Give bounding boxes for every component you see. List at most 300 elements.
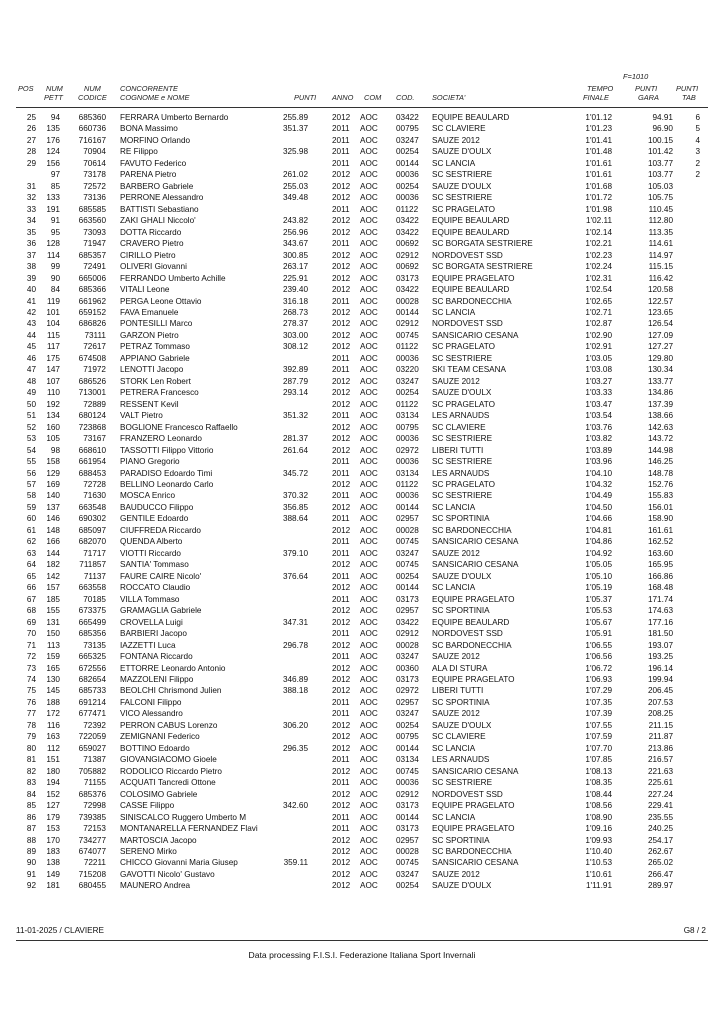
cell-pos: 46: [26, 353, 36, 363]
cell-societa: SAUZE D'OULX: [432, 388, 492, 398]
cell-societa: SC BARDONECCHIA: [432, 640, 512, 650]
cell-pos: 76: [26, 697, 36, 707]
cell-name: BAUDUCCO Filippo: [120, 502, 194, 512]
table-row: [16, 250, 708, 261]
cell-codice: 722059: [78, 732, 106, 742]
cell-cod: 03247: [396, 548, 419, 558]
header-tempo-2: FINALE: [583, 93, 609, 102]
cell-pos: 57: [26, 480, 36, 489]
cell-pett: 138: [46, 858, 60, 868]
cell-tempo: 1'04.49: [585, 491, 612, 501]
cell-pett: 140: [46, 491, 60, 501]
cell-com: AOC: [360, 342, 378, 352]
cell-anno: 2012: [332, 113, 351, 122]
cell-codice: 72998: [83, 801, 106, 811]
cell-com: AOC: [360, 789, 378, 799]
cell-cod: 03422: [396, 227, 419, 237]
cell-name: PONTESILLI Marco: [120, 319, 193, 329]
cell-punti-gara: 208.25: [647, 709, 673, 719]
cell-cod: 01122: [396, 399, 419, 409]
cell-societa: NORDOVEST SSD: [432, 629, 503, 639]
cell-anno: 2012: [332, 663, 351, 673]
cell-punti-gara: 211.87: [648, 732, 673, 742]
cell-com: AOC: [360, 170, 378, 180]
cell-com: AOC: [360, 594, 378, 604]
cell-name: RODOLICO Riccardo Pietro: [120, 766, 222, 776]
table-row: [16, 112, 708, 123]
cell-punti-gara: 105.03: [647, 181, 673, 191]
cell-societa: EQUIPE BEAULARD: [432, 216, 510, 226]
cell-punti-gara: 152.76: [647, 480, 673, 489]
cell-codice: 685357: [78, 250, 106, 260]
cell-anno: 2012: [332, 789, 351, 799]
cell-cod: 03173: [396, 674, 419, 684]
cell-com: AOC: [360, 686, 378, 696]
cell-tempo: 1'03.54: [585, 411, 612, 421]
cell-pett: 180: [46, 766, 60, 776]
cell-com: AOC: [360, 755, 378, 765]
cell-anno: 2011: [332, 468, 350, 478]
cell-societa: EQUIPE BEAULARD: [432, 285, 510, 295]
table-row: [16, 812, 708, 823]
cell-punti: 296.78: [282, 640, 308, 650]
cell-pett: 128: [46, 239, 60, 249]
cell-pett: 165: [46, 663, 60, 673]
cell-name: SINISCALCO Ruggero Umberto M: [120, 812, 247, 822]
cell-tempo: 1'05.10: [585, 571, 612, 581]
cell-codice: 674508: [78, 353, 106, 363]
cell-cod: 00028: [396, 296, 419, 306]
cell-cod: 03173: [396, 824, 419, 834]
cell-pett: 134: [46, 411, 60, 421]
cell-com: AOC: [360, 835, 378, 845]
cell-com: AOC: [360, 629, 378, 639]
cell-tempo: 1'07.55: [585, 720, 612, 730]
cell-societa: SC LANCIA: [432, 583, 476, 593]
cell-anno: 2012: [332, 606, 351, 616]
cell-cod: 02912: [396, 319, 419, 329]
cell-codice: 663558: [78, 583, 106, 593]
cell-punti-gara: 114.97: [648, 250, 673, 260]
cell-com: AOC: [360, 812, 378, 822]
cell-name: VICO Alessandro: [120, 709, 183, 719]
cell-pos: 74: [26, 674, 36, 684]
table-row: [16, 146, 708, 157]
cell-cod: 00795: [396, 124, 419, 134]
cell-pos: 50: [26, 399, 36, 409]
cell-tempo: 1'01.98: [585, 204, 612, 214]
cell-cod: 00254: [396, 571, 419, 581]
cell-pett: 85: [50, 181, 60, 191]
cell-societa: SC BARDONECCHIA: [432, 847, 512, 856]
cell-pos: 85: [26, 801, 36, 811]
cell-cod: 00036: [396, 457, 419, 467]
cell-punti: 342.60: [282, 801, 308, 811]
cell-name: BONA Massimo: [120, 124, 178, 134]
cell-cod: 00745: [396, 560, 419, 570]
cell-name: CHICCO Giovanni Maria Giusep: [120, 858, 238, 868]
cell-societa: EQUIPE PRAGELATO: [432, 674, 515, 684]
cell-codice: 71972: [83, 365, 106, 375]
cell-pett: 119: [46, 296, 60, 306]
cell-name: CASSE Filippo: [120, 801, 175, 811]
cell-anno: 2012: [332, 881, 351, 891]
results-table: [16, 112, 708, 892]
table-row: [16, 376, 708, 387]
cell-com: AOC: [360, 491, 378, 501]
cell-societa: SC SESTRIERE: [432, 170, 493, 180]
table-row: [16, 181, 708, 192]
cell-codice: 685376: [78, 789, 106, 799]
cell-codice: 715208: [78, 869, 106, 879]
cell-pos: 81: [26, 755, 36, 765]
cell-cod: 01122: [396, 204, 419, 214]
cell-name: COLOSIMO Gabriele: [120, 789, 198, 799]
cell-pett: 176: [46, 135, 60, 145]
cell-com: AOC: [360, 743, 378, 753]
cell-anno: 2012: [332, 399, 351, 409]
cell-anno: 2012: [332, 743, 351, 753]
cell-pos: 91: [26, 869, 36, 879]
cell-societa: LIBERI TUTTI: [432, 445, 484, 455]
cell-punti: 243.82: [282, 216, 308, 226]
cell-codice: 659152: [78, 307, 106, 317]
cell-com: AOC: [360, 124, 378, 134]
cell-societa: SC SPORTINIA: [432, 697, 490, 707]
cell-societa: SKI TEAM CESANA: [432, 365, 507, 375]
cell-codice: 663560: [78, 216, 106, 226]
cell-codice: 73167: [83, 434, 106, 444]
cell-punti-gara: 142.63: [647, 422, 673, 432]
cell-cod: 02957: [396, 835, 419, 845]
cell-anno: 2012: [332, 732, 351, 742]
cell-pett: 175: [46, 353, 60, 363]
cell-anno: 2011: [332, 239, 350, 249]
cell-societa: EQUIPE PRAGELATO: [432, 824, 515, 834]
cell-punti-gara: 193.07: [647, 640, 673, 650]
cell-com: AOC: [360, 330, 378, 340]
table-row: [16, 261, 708, 272]
cell-punti-gara: 168.48: [647, 583, 673, 593]
cell-punti-gara: 115.15: [648, 262, 673, 272]
cell-anno: 2012: [332, 388, 351, 398]
cell-punti-gara: 213.86: [647, 743, 673, 753]
cell-punti-gara: 254.17: [647, 835, 673, 845]
cell-name: ETTORRE Leonardo Antonio: [120, 663, 226, 673]
cell-anno: 2012: [332, 319, 351, 329]
cell-pett: 84: [50, 285, 60, 295]
cell-cod: 02912: [396, 250, 419, 260]
cell-punti: 281.37: [282, 434, 308, 444]
cell-pett: 130: [46, 674, 60, 684]
cell-pos: 89: [26, 847, 36, 856]
cell-com: AOC: [360, 801, 378, 811]
cell-anno: 2012: [332, 434, 351, 444]
cell-codice: 716167: [78, 135, 106, 145]
cell-cod: 00692: [396, 262, 419, 272]
cell-cod: 00795: [396, 732, 419, 742]
cell-tempo: 1'09.16: [585, 824, 612, 834]
cell-codice: 677471: [78, 709, 106, 719]
cell-tempo: 1'05.37: [585, 594, 612, 604]
cell-societa: SAUZE D'OULX: [432, 881, 492, 891]
cell-tempo: 1'01.68: [585, 181, 612, 191]
table-row: [16, 399, 708, 410]
table-row: [16, 445, 708, 456]
table-row: [16, 468, 708, 479]
cell-tempo: 1'08.13: [585, 766, 612, 776]
cell-societa: SC SESTRIERE: [432, 778, 493, 788]
cell-anno: 2011: [332, 491, 350, 501]
table-row: [16, 743, 708, 754]
cell-punti-gara: 105.75: [647, 193, 673, 203]
cell-anno: 2011: [332, 629, 350, 639]
cell-pos: 29: [26, 158, 36, 168]
cell-tempo: 1'02.91: [585, 342, 612, 352]
cell-codice: 685366: [78, 285, 106, 295]
cell-tempo: 1'08.90: [585, 812, 612, 822]
cell-societa: EQUIPE PRAGELATO: [432, 801, 515, 811]
cell-pett: 107: [46, 376, 60, 386]
cell-pos: 73: [26, 663, 36, 673]
cell-cod: 02912: [396, 789, 419, 799]
cell-codice: 691214: [78, 697, 106, 707]
cell-cod: 01122: [396, 480, 419, 489]
cell-pos: 39: [26, 273, 36, 283]
header-punti-gara-2: GARA: [638, 93, 659, 102]
cell-anno: 2012: [332, 847, 351, 856]
table-row: [16, 318, 708, 329]
cell-cod: 01122: [396, 342, 419, 352]
table-row: [16, 548, 708, 559]
cell-punti-gara: 181.50: [647, 629, 673, 639]
cell-pos: 77: [26, 709, 36, 719]
cell-name: ZEMIGNANI Federico: [120, 732, 200, 742]
table-row: [16, 387, 708, 398]
cell-name: PETRERA Francesco: [120, 388, 199, 398]
cell-tempo: 1'02.24: [585, 262, 612, 272]
cell-punti: 225.91: [282, 273, 308, 283]
cell-pett: 157: [46, 583, 60, 593]
cell-pos: 55: [26, 457, 36, 467]
footer-divider: [16, 940, 708, 941]
cell-name: PERRONE Alessandro: [120, 193, 204, 203]
cell-punti-gara: 103.77: [647, 158, 673, 168]
cell-anno: 2012: [332, 720, 351, 730]
cell-pett: 150: [46, 629, 60, 639]
cell-societa: NORDOVEST SSD: [432, 319, 503, 329]
cell-punti-gara: 211.15: [648, 720, 673, 730]
cell-name: PETRAZ Tommaso: [120, 342, 190, 352]
cell-punti-gara: 122.57: [647, 296, 673, 306]
table-row: [16, 479, 708, 490]
cell-com: AOC: [360, 135, 378, 145]
cell-pos: 53: [26, 434, 36, 444]
cell-name: FAURE CAIRE Nicolo': [120, 571, 202, 581]
cell-pett: 188: [46, 697, 60, 707]
cell-pos: 83: [26, 778, 36, 788]
header-num-pett-1: NUM: [46, 84, 63, 93]
cell-name: ZAKI GHALI Niccolo': [120, 216, 196, 226]
cell-anno: 2011: [332, 697, 350, 707]
cell-codice: 686826: [78, 319, 106, 329]
cell-codice: 665499: [78, 617, 106, 627]
cell-name: VALT Pietro: [120, 411, 163, 421]
table-row: [16, 364, 708, 375]
cell-pos: 68: [26, 606, 36, 616]
table-row: [16, 800, 708, 811]
header-num-cod-1: NUM: [84, 84, 101, 93]
table-row: [16, 433, 708, 444]
cell-com: AOC: [360, 606, 378, 616]
cell-cod: 00745: [396, 766, 419, 776]
cell-cod: 00692: [396, 239, 419, 249]
cell-anno: 2011: [332, 755, 350, 765]
cell-com: AOC: [360, 273, 378, 283]
cell-punti-gara: 156.01: [647, 502, 673, 512]
cell-societa: SAUZE D'OULX: [432, 720, 492, 730]
cell-pett: 182: [46, 560, 60, 570]
cell-pett: 99: [50, 262, 60, 272]
table-row: [16, 238, 708, 249]
cell-com: AOC: [360, 411, 378, 421]
cell-punti: 308.12: [282, 342, 308, 352]
table-row: [16, 594, 708, 605]
table-row: [16, 617, 708, 628]
cell-com: AOC: [360, 480, 378, 489]
cell-name: DOTTA Riccardo: [120, 227, 182, 237]
cell-cod: 03247: [396, 709, 419, 719]
cell-punti: 256.96: [282, 227, 308, 237]
cell-pos: 35: [26, 227, 36, 237]
cell-name: APPIANO Gabriele: [120, 353, 190, 363]
cell-punti-gara: 235.55: [647, 812, 673, 822]
cell-codice: 682654: [78, 674, 106, 684]
cell-societa: SC LANCIA: [432, 502, 476, 512]
header-num-cod-2: CODICE: [78, 93, 107, 102]
cell-codice: 660736: [78, 124, 106, 134]
cell-societa: NORDOVEST SSD: [432, 250, 503, 260]
cell-punti: 388.64: [282, 514, 308, 524]
cell-tempo: 1'03.82: [585, 434, 612, 444]
cell-cod: 00360: [396, 663, 419, 673]
cell-codice: 685585: [78, 204, 106, 214]
cell-societa: SC LANCIA: [432, 158, 476, 168]
cell-punti-gara: 193.25: [647, 652, 673, 662]
table-row: [16, 869, 708, 880]
cell-name: ACQUATI Tancredi Ottone: [120, 778, 216, 788]
cell-cod: 00036: [396, 491, 419, 501]
cell-tempo: 1'04.92: [585, 548, 612, 558]
cell-pos: 44: [26, 330, 36, 340]
cell-anno: 2012: [332, 674, 351, 684]
cell-com: AOC: [360, 525, 378, 535]
cell-punti-gara: 229.41: [647, 801, 673, 811]
cell-codice: 71137: [83, 571, 106, 581]
table-row: [16, 582, 708, 593]
cell-pos: 42: [26, 307, 36, 317]
cell-societa: SC BORGATA SESTRIERE: [432, 262, 533, 272]
cell-punti-tab: 2: [695, 158, 700, 168]
cell-punti: 261.64: [282, 445, 308, 455]
cell-punti-gara: 143.72: [647, 434, 673, 444]
cell-tempo: 1'02.14: [585, 227, 612, 237]
table-row: [16, 720, 708, 731]
cell-name: MAUNERO Andrea: [120, 881, 191, 891]
cell-punti-gara: 113.35: [648, 227, 673, 237]
cell-pos: 90: [26, 858, 36, 868]
cell-punti: 356.85: [282, 502, 308, 512]
cell-tempo: 1'04.66: [585, 514, 612, 524]
cell-punti-gara: 144.98: [647, 445, 673, 455]
cell-anno: 2011: [332, 135, 350, 145]
cell-pos: 92: [26, 881, 36, 891]
cell-punti-gara: 163.60: [647, 548, 673, 558]
cell-anno: 2012: [332, 525, 351, 535]
cell-punti-gara: 120.58: [647, 285, 673, 295]
table-row: [16, 341, 708, 352]
cell-punti: 351.32: [282, 411, 308, 421]
cell-punti-gara: 148.78: [647, 468, 673, 478]
cell-anno: 2012: [332, 376, 351, 386]
cell-name: IAZZETTI Luca: [120, 640, 176, 650]
cell-com: AOC: [360, 583, 378, 593]
cell-codice: 661954: [78, 457, 106, 467]
table-row: [16, 685, 708, 696]
cell-name: SERENO Mirko: [120, 847, 177, 856]
cell-cod: 00144: [396, 307, 419, 317]
cell-punti-gara: 266.47: [647, 869, 673, 879]
cell-pos: 60: [26, 514, 36, 524]
cell-cod: 03220: [396, 365, 419, 375]
cell-pos: 70: [26, 629, 36, 639]
cell-punti: 345.72: [282, 468, 308, 478]
cell-punti-gara: 146.25: [647, 457, 673, 467]
table-row: [16, 835, 708, 846]
cell-punti-gara: 138.66: [647, 411, 673, 421]
cell-pos: 52: [26, 422, 36, 432]
cell-pos: 51: [26, 411, 36, 421]
cell-com: AOC: [360, 376, 378, 386]
cell-punti-gara: 137.39: [647, 399, 673, 409]
cell-anno: 2011: [332, 296, 350, 306]
cell-cod: 00036: [396, 434, 419, 444]
column-header: [16, 72, 706, 106]
cell-pett: 90: [50, 273, 60, 283]
cell-cod: 03134: [396, 411, 419, 421]
cell-anno: 2012: [332, 216, 351, 226]
cell-com: AOC: [360, 239, 378, 249]
header-punti-tab-1: PUNTI: [676, 84, 699, 93]
cell-tempo: 1'02.90: [585, 330, 612, 340]
cell-punti-gara: 134.86: [647, 388, 673, 398]
cell-codice: 665006: [78, 273, 106, 283]
cell-cod: 03247: [396, 376, 419, 386]
cell-name: RE Filippo: [120, 147, 158, 157]
cell-tempo: 1'06.93: [585, 674, 612, 684]
cell-codice: 711857: [79, 560, 106, 570]
cell-name: MARTOSCIA Jacopo: [120, 835, 197, 845]
cell-anno: 2012: [332, 640, 351, 650]
cell-punti-gara: 161.61: [647, 525, 673, 535]
table-row: [16, 731, 708, 742]
cell-com: AOC: [360, 193, 378, 203]
cell-codice: 672556: [78, 663, 106, 673]
cell-tempo: 1'04.81: [585, 525, 612, 535]
cell-cod: 00254: [396, 181, 419, 191]
cell-tempo: 1'01.12: [585, 113, 612, 122]
cell-societa: SC SESTRIERE: [432, 457, 493, 467]
